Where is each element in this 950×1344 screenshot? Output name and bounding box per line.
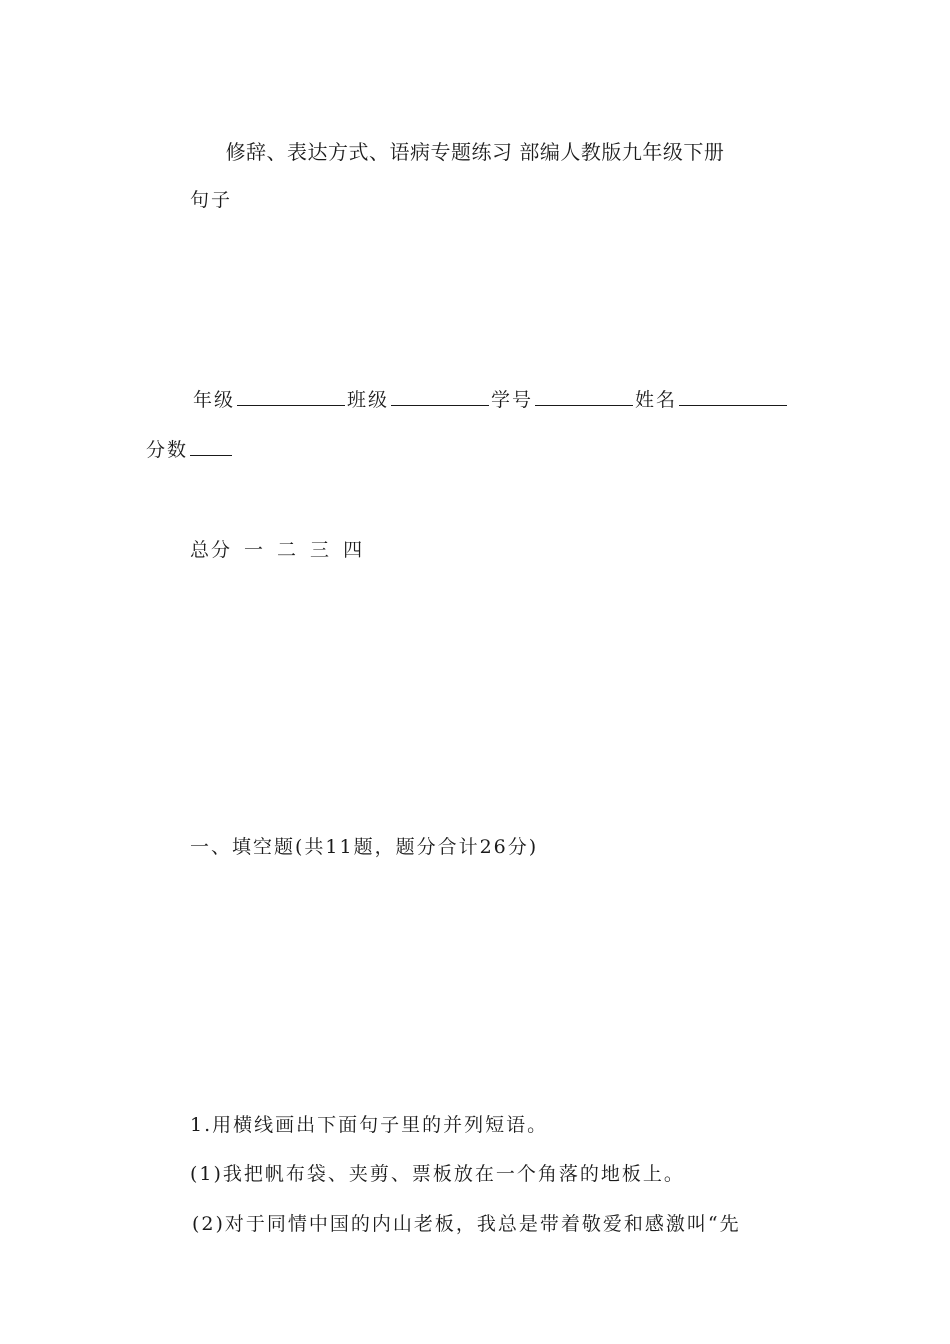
question-item: (2)对于同情中国的内山老板，我总是带着敬爱和感激叫“先 [192, 1213, 741, 1235]
class-label: 班级 [347, 389, 390, 411]
score-table-header [190, 537, 376, 563]
subtitle: 句子 [190, 189, 233, 211]
name-blank[interactable] [679, 387, 787, 406]
document-title: 修辞、表达方式、语病专题练习 部编人教版九年级下册 [225, 140, 725, 164]
score-label: 分数 [146, 439, 189, 461]
question-item: (1)我把帆布袋、夹剪、票板放在一个角落的地板上。 [190, 1163, 685, 1185]
score-info-row [146, 437, 234, 463]
score-col-2: 二 [277, 539, 299, 561]
name-label: 姓名 [635, 389, 678, 411]
score-col-1: 一 [244, 539, 266, 561]
student-info-row [193, 387, 789, 413]
class-blank[interactable] [391, 387, 489, 406]
score-blank[interactable] [190, 437, 232, 456]
student-no-blank[interactable] [535, 387, 633, 406]
score-col-3: 三 [310, 539, 332, 561]
section-heading: 一、填空题(共11题，题分合计26分) [190, 836, 539, 858]
question-stem: 1.用横线画出下面句子里的并列短语。 [190, 1114, 549, 1136]
student-no-label: 学号 [491, 389, 534, 411]
score-total-label: 总分 [190, 539, 233, 561]
grade-label: 年级 [193, 389, 236, 411]
score-col-4: 四 [343, 539, 365, 561]
grade-blank[interactable] [237, 387, 345, 406]
